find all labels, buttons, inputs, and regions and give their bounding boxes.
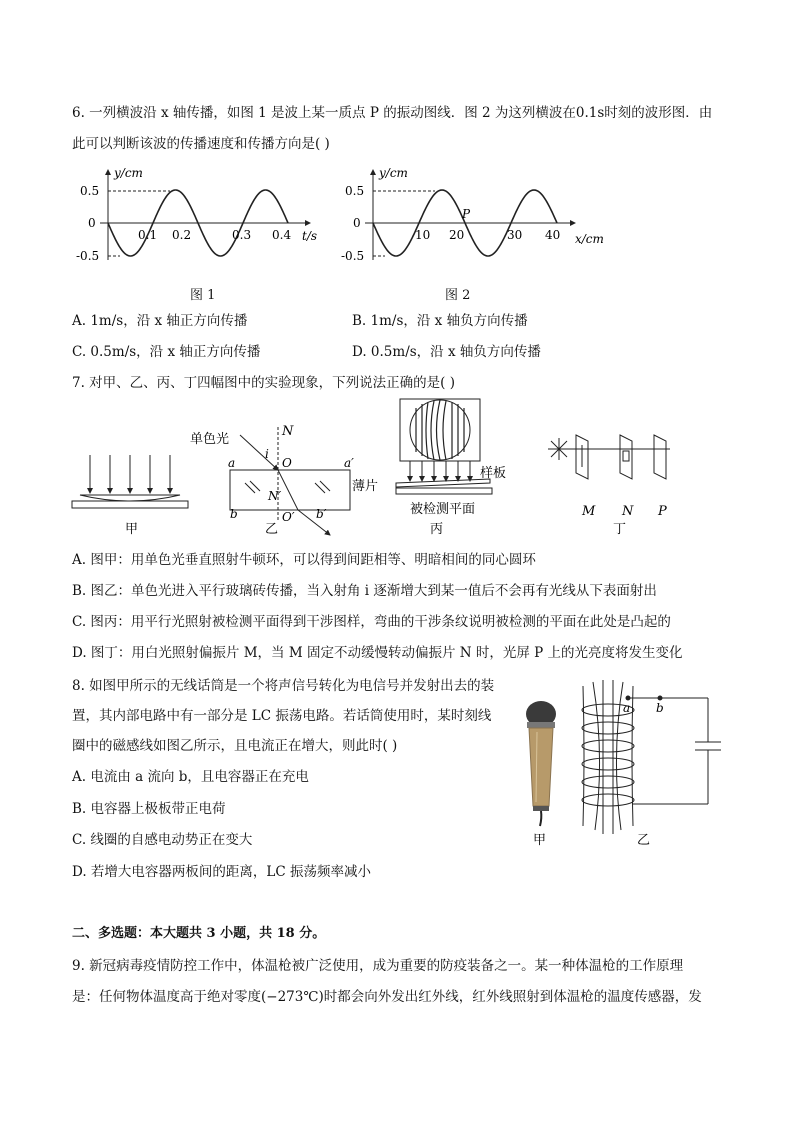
fig2-y-bottom: -0.5 [341,249,365,263]
fig2-point-p: P [462,207,471,221]
fig-yi-n-prime: N′ [268,489,282,503]
fig-ding-caption: 丁 [613,522,627,537]
q7-option-a[interactable]: A. 图甲：用单色光垂直照射牛顿环，可以得到间距相等、明暗相间的同心圆环 [72,552,536,568]
fig2-caption: 图 2 [445,288,471,303]
fig1-tick-2: 0.2 [172,228,192,242]
fig-yi-a: a [228,456,236,470]
fig2-tick-4: 40 [545,228,561,242]
q8-option-a[interactable]: A. 电流由 a 流向 b，且电容器正在充电 [72,769,309,785]
fig2-x-axis-label: x/cm [575,232,604,246]
q9-line2: 是：任何物体温度高于绝对零度(−273℃)时都会向外发出红外线，红外线照射到体温枪的温度传感器，发 [72,989,702,1005]
q8-option-c[interactable]: C. 线圈的自感电动势正在变大 [72,832,253,848]
lc-circuit-diagram [582,680,721,834]
fig-bing-thin-film: 薄片 [352,479,379,494]
fig2-tick-1: 10 [415,228,431,242]
fig2-y-axis-label: y/cm [379,166,408,180]
section2-title: 二、多选题：本大题共 3 小题，共 18 分。 [72,926,326,941]
fig1-tick-3: 0.3 [232,228,252,242]
fig2-tick-2: 20 [449,228,465,242]
fig-8-point-a: a [623,701,631,715]
fig-jia-caption: 甲 [125,522,139,537]
fig1-origin: 0 [88,216,96,230]
fig-ding-p: P [658,504,667,519]
fig-yi-b: b [230,507,238,521]
fig-8-jia-caption: 甲 [533,833,547,848]
fig2-tick-3: 30 [507,228,523,242]
fig1-tick-1: 0.1 [138,228,158,242]
q6-stem-line2: 此可以判断该波的传播速度和传播方向是( ) [72,136,330,152]
q6-figure-2 [335,165,605,270]
q8-option-d[interactable]: D. 若增大电容器两板间的距离，LC 振荡频率减小 [72,864,372,880]
q8-figures [515,676,730,851]
fig-bing-caption: 丙 [430,522,444,537]
fig-yi-b-prime: b′ [316,507,327,521]
fig1-caption: 图 1 [190,288,216,303]
q9-line1: 9. 新冠病毒疫情防控工作中，体温枪被广泛使用，成为重要的防疫装备之一。某一种体温枪的工作原理 [72,958,684,974]
fig2-y-top: 0.5 [345,184,365,198]
fig-yi-angle-i: i [265,447,269,461]
q6-option-b[interactable]: B. 1m/s，沿 x 轴负方向传播 [352,313,528,329]
fig-ding-m: M [582,504,596,519]
fig-yi-caption: 乙 [265,522,279,537]
q8-stem-line3: 圈中的磁感线如图乙所示，且电流正在增大，则此时( ) [72,738,398,754]
fig1-y-axis-label: y/cm [114,166,143,180]
q8-option-b[interactable]: B. 电容器上极板带正电荷 [72,801,226,817]
fig1-y-top: 0.5 [80,184,100,198]
fig-bing-interference [352,399,506,537]
q7-option-c[interactable]: C. 图丙：用平行光照射被检测平面得到干涉图样，弯曲的干涉条纹说明被检测的平面在此处是凸起的 [72,614,671,630]
fig-ding-polarizers [548,435,670,537]
fig-bing-sample: 样板 [480,466,507,481]
fig-yi-a-prime: a′ [344,456,354,470]
fig-bing-test-plane: 被检测平面 [410,502,476,517]
fig-yi-normal-n: N [282,424,294,439]
fig-yi-mono-light: 单色光 [190,432,230,447]
q8-stem-line1: 8. 如图甲所示的无线话筒是一个将声信号转化为电信号并发射出去的装 [72,678,495,694]
q7-stem: 7. 对甲、乙、丙、丁四幅图中的实验现象，下列说法正确的是( ) [72,375,455,391]
fig-yi-o-prime: O′ [282,510,295,524]
fig-yi-point-o: O [282,456,292,470]
q6-option-a[interactable]: A. 1m/s，沿 x 轴正方向传播 [72,313,248,329]
q6-option-d[interactable]: D. 0.5m/s，沿 x 轴负方向传播 [352,344,541,360]
q7-option-b[interactable]: B. 图乙：单色光进入平行玻璃砖传播，当入射角 i 逐渐增大到某一值后不会再有光线从下表面射出 [72,583,657,599]
fig1-y-bottom: -0.5 [76,249,100,263]
fig1-tick-4: 0.4 [272,228,292,242]
q8-stem-line2: 置，其内部电路中有一部分是 LC 振荡电路。若话筒使用时，某时刻线 [72,708,492,724]
fig2-origin: 0 [353,216,361,230]
fig1-x-axis-label: t/s [302,229,318,243]
fig-yi-glass-block [190,424,354,537]
q6-figure-1 [70,165,320,270]
fig-jia-newton-rings [72,455,188,537]
fig-8-point-b: b [656,701,664,715]
q6-stem-line1: 6. 一列横波沿 x 轴传播，如图 1 是波上某一质点 P 的振动图线．图 2 为这列横波在0.1s时刻的波形图．由 [72,105,713,121]
q6-option-c[interactable]: C. 0.5m/s，沿 x 轴正方向传播 [72,344,261,360]
q7-figures [60,395,740,545]
fig-8-yi-caption: 乙 [637,833,651,848]
microphone-image [526,701,556,848]
q7-option-d[interactable]: D. 图丁：用白光照射偏振片 M，当 M 固定不动缓慢转动偏振片 N 时，光屏 P 上的光亮度将发生变化 [72,645,683,661]
fig-ding-n: N [622,504,634,519]
